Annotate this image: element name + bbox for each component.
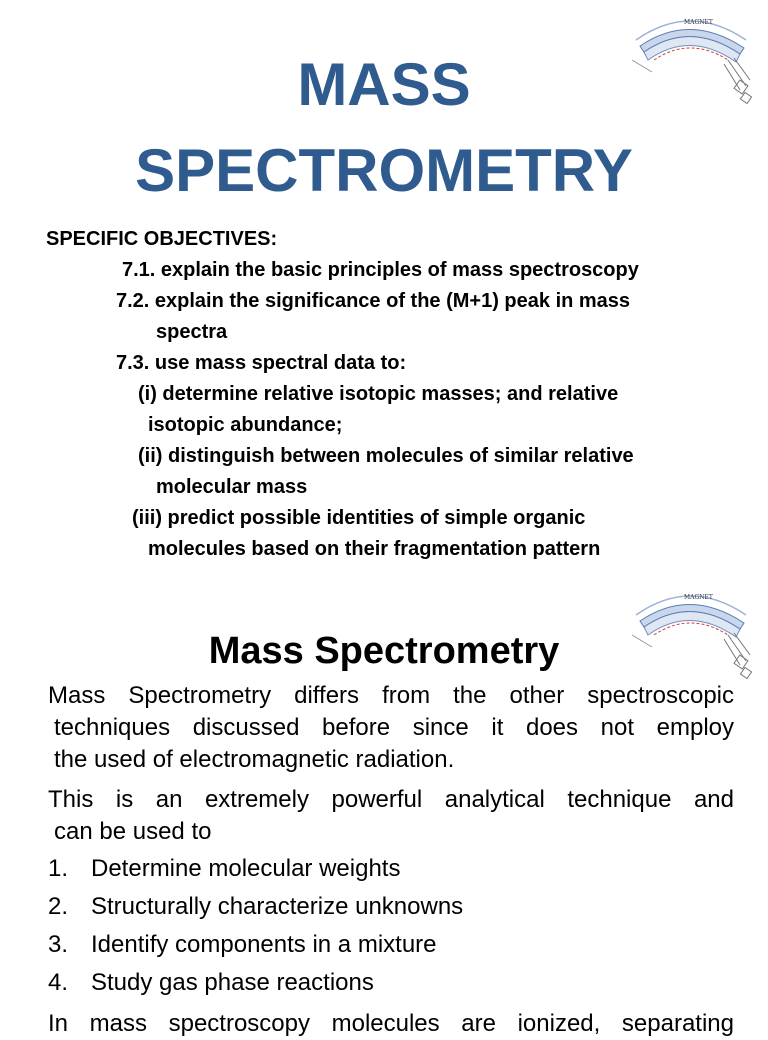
list-text: Structurally characterize unknowns xyxy=(91,893,464,920)
list-item xyxy=(48,964,463,1002)
list-item xyxy=(48,926,463,964)
list-text: Identify components in a mixture xyxy=(91,931,437,958)
paragraph-line: the used of electromagnetic radiation. xyxy=(54,746,455,773)
objective-line: isotopic abundance; xyxy=(148,414,343,436)
list-text: Study gas phase reactions xyxy=(91,969,374,996)
intro-paragraph xyxy=(48,680,734,776)
list-item xyxy=(48,850,463,888)
uses-paragraph xyxy=(48,784,734,848)
objective-line: spectra xyxy=(156,321,228,343)
objective-line: molecules based on their fragmentation pattern xyxy=(148,538,601,560)
objective-line: (i) determine relative isotopic masses; and relative xyxy=(138,383,619,405)
objective-line: (iii) predict possible identities of simple organic xyxy=(132,507,586,529)
svg-text:MAGNET: MAGNET xyxy=(684,19,713,26)
cutoff-paragraph xyxy=(48,1008,734,1040)
objective-line: 7.3. use mass spectral data to: xyxy=(116,352,407,374)
objective-line: 7.2. explain the significance of the (M+1) peak in mass xyxy=(116,290,631,312)
paragraph-line: techniques discussed before since it does not employ xyxy=(54,714,734,741)
title-line-2: SPECTROMETRY xyxy=(135,137,633,204)
list-text: Determine molecular weights xyxy=(91,855,401,882)
objective-line: 7.1. explain the basic principles of mass spectroscopy xyxy=(122,259,639,281)
paragraph-line: Mass Spectrometry differs from the other spectroscopic xyxy=(48,682,734,709)
objective-line: (ii) distinguish between molecules of similar relative xyxy=(138,445,634,467)
list-item xyxy=(48,888,463,926)
svg-text:MAGNET: MAGNET xyxy=(684,594,713,601)
page-title xyxy=(0,42,768,214)
list-number: 4. xyxy=(48,969,69,996)
slide-2 xyxy=(0,580,768,1037)
uses-list xyxy=(48,850,463,1002)
list-number: 3. xyxy=(48,931,69,958)
objective-line: molecular mass xyxy=(156,476,308,498)
list-number: 2. xyxy=(48,893,69,920)
list-number: 1. xyxy=(48,855,69,882)
title-line-1: MASS xyxy=(297,51,471,118)
paragraph-line: can be used to xyxy=(54,818,212,845)
section-title: Mass Spectrometry xyxy=(208,630,560,672)
paragraph-line: This is an extremely powerful analytical technique and xyxy=(48,786,734,813)
paragraph-line: In mass spectroscopy molecules are ionized, separating xyxy=(48,1010,734,1037)
objectives-heading: SPECIFIC OBJECTIVES: xyxy=(46,228,278,250)
